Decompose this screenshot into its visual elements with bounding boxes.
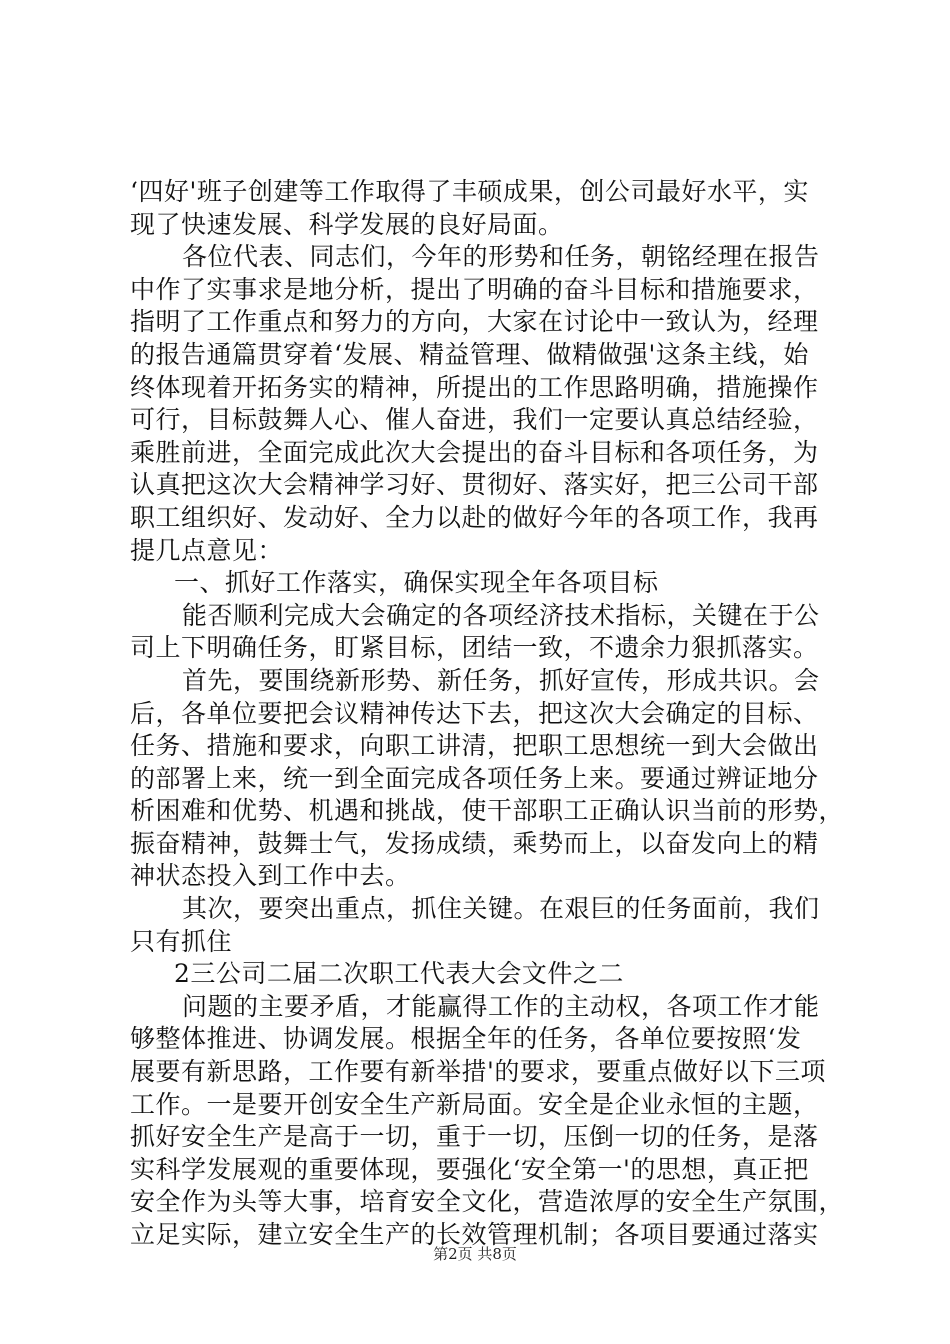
text-line: 其次，要突出重点，抓住关键。在艰巨的任务面前，我们 xyxy=(182,894,820,924)
text-line: 安全作为头等大事，培育安全文化，营造浓厚的安全生产氛围， xyxy=(130,1187,845,1217)
text-line: 工作。一是要开创安全生产新局面。安全是企业永恒的主题， xyxy=(130,1089,819,1119)
text-line: 任务、措施和要求，向职工讲清，把职工思想统一到大会做出 xyxy=(130,731,819,761)
document-subtitle: 2三公司二届二次职工代表大会文件之二 xyxy=(174,959,624,989)
text-line: 问题的主要矛盾，才能赢得工作的主动权，各项工作才能 xyxy=(182,991,820,1021)
text-line: 指明了工作重点和努力的方向，大家在讨论中一致认为，经理 xyxy=(130,307,819,337)
text-line: 现了快速发展、科学发展的良好局面。 xyxy=(130,209,564,239)
text-line: 中作了实事求是地分析，提出了明确的奋斗目标和措施要求， xyxy=(130,274,819,304)
text-line: 只有抓住 xyxy=(130,926,233,956)
text-line: 展要有新思路，工作要有新举措'的要求，要重点做好以下三项 xyxy=(130,1057,826,1087)
document-body xyxy=(130,176,845,1252)
text-line: 司上下明确任务，盯紧目标，团结一致，不遗余力狠抓落实。 xyxy=(130,633,819,663)
text-line: 首先，要围绕新形势、新任务，抓好宣传，形成共识。会 xyxy=(182,665,820,695)
text-line: 能否顺利完成大会确定的各项经济技术指标，关键在于公 xyxy=(182,600,820,630)
text-line: 的报告通篇贯穿着‘发展、精益管理、做精做强'这条主线，始 xyxy=(130,339,809,369)
text-line: 职工组织好、发动好、全力以赴的做好今年的各项工作，我再 xyxy=(130,502,819,532)
text-line: 振奋精神，鼓舞士气，发扬成绩，乘势而上，以奋发向上的精 xyxy=(130,828,819,858)
text-line: 立足实际，建立安全生产的长效管理机制；各项目要通过落实 xyxy=(130,1220,819,1249)
text-line: 提几点意见： xyxy=(130,535,284,565)
text-line: 抓好安全生产是高于一切，重于一切，压倒一切的任务，是落 xyxy=(130,1122,819,1152)
text-line: 实科学发展观的重要体现，要强化‘安全第一'的思想，真正把 xyxy=(130,1154,809,1184)
text-line: 神状态投入到工作中去。 xyxy=(130,861,411,891)
page-number-footer: 第2页 共8页 xyxy=(433,1245,517,1263)
text-line: 乘胜前进，全面完成此次大会提出的奋斗目标和各项任务，为 xyxy=(130,437,819,467)
text-line: 认真把这次大会精神学习好、贯彻好、落实好，把三公司干部 xyxy=(130,470,819,500)
text-line: 后，各单位要把会议精神传达下去，把这次大会确定的目标、 xyxy=(130,698,819,728)
text-line: ‘四好'班子创建等工作取得了丰硕成果，创公司最好水平，实 xyxy=(130,177,809,206)
text-line: 析困难和优势、机遇和挑战，使干部职工正确认识当前的形势， xyxy=(130,796,845,826)
text-line: 各位代表、同志们，今年的形势和任务，朝铭经理在报告 xyxy=(182,242,820,272)
text-line: 可行，目标鼓舞人心、催人奋进，我们一定要认真总结经验， xyxy=(130,405,819,435)
text-line: 够整体推进、协调发展。根据全年的任务，各单位要按照‘发 xyxy=(130,1024,802,1054)
section-heading: 一、抓好工作落实，确保实现全年各项目标 xyxy=(174,568,659,598)
text-line: 的部署上来，统一到全面完成各项任务上来。要通过辨证地分 xyxy=(130,763,819,793)
text-line: 终体现着开拓务实的精神，所提出的工作思路明确，措施操作 xyxy=(130,372,819,402)
